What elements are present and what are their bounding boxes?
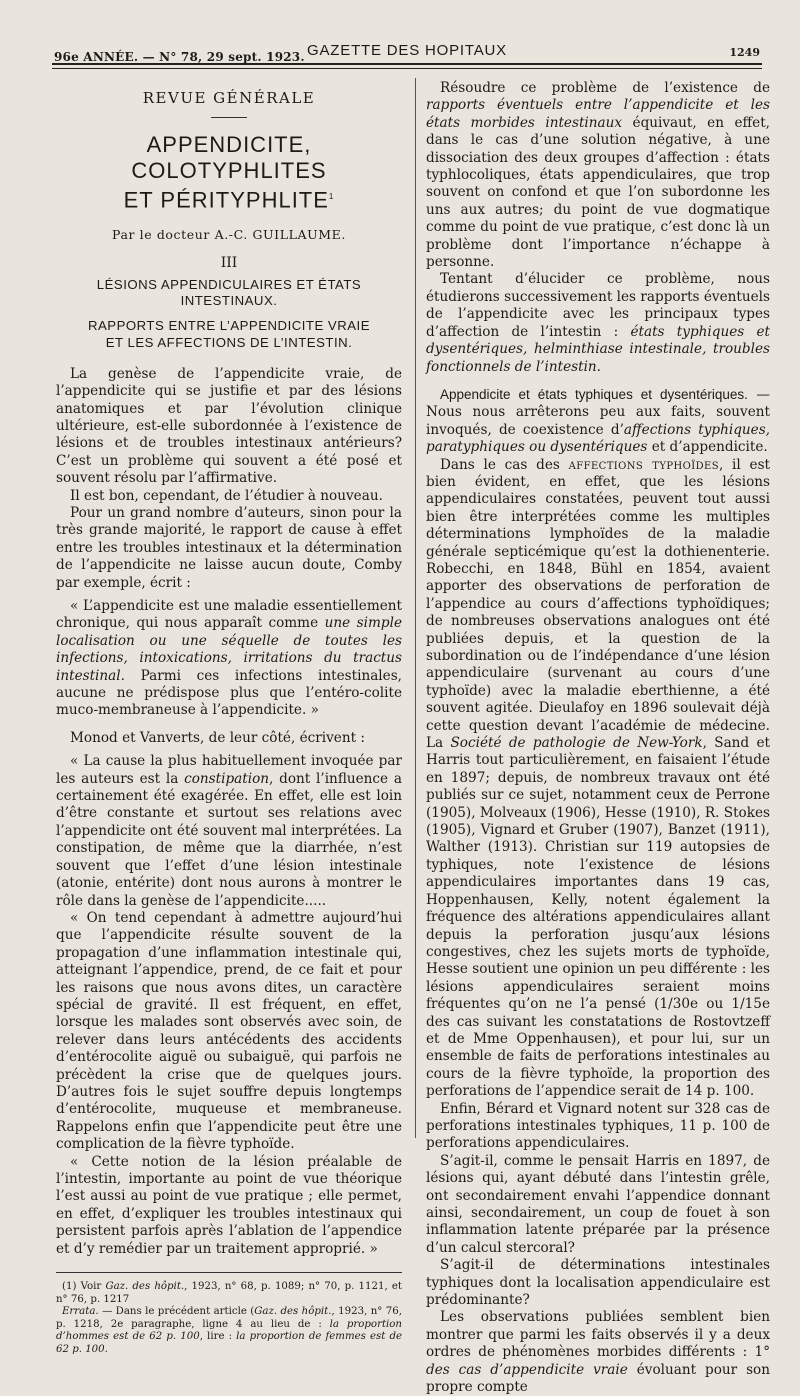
part-number: III	[220, 255, 238, 272]
subtitle-1-line2: INTESTINAUX.	[180, 293, 278, 309]
section-heading: REVUE GÉNÉRALE	[142, 89, 316, 107]
quotation: « Cette notion de la lésion préalable de l’intestin, importante au point de vue théorique l’est aussi au point de vue pratique ; elle permet, en effet, d’expliquer les troubles intestinaux qui persistent parfois après l’ablation de l’appendice et d’y remédier par un traitement approprié. »	[56, 1153, 402, 1257]
column-divider	[415, 78, 416, 1138]
subtitle-2	[56, 318, 402, 352]
emphasis: des cas d’appendicite vraie	[426, 1361, 628, 1378]
paragraph: Résoudre ce problème de l’existence de rapports éventuels entre l’appendicite et les états morbides intestinaux équivaut, en effet, dans le cas d’une solution négative, à une dissociation des deux groupes d’affection : états typhlocoliques, états appendiculaires, que trop souvent on confond et que l’on subordonne les uns aux autres; du point de vue dogmatique comme du point de vue pratique, c’est donc là un problème dont l’importance n’échappe à personne.	[426, 80, 771, 271]
subtitle-2-line1: RAPPORTS ENTRE L’APPENDICITE VRAIE	[87, 318, 371, 334]
paragraph: S’agit-il, comme le pensait Harris en 1897, de lésions qui, ayant débuté dans l’intestin grêle, ont secondairement envahi l’appendice donnant ainsi, secondairement, un coup de fouet à son inflammation latente préparée par la présence d’un calcul stercoral?	[426, 1152, 770, 1256]
quotation: « L’appendicite est une maladie essentiellement chronique, qui nous apparaît comme une simple localisation ou une séquelle de toutes les infections, intoxications, irritations du tractus intestinal. Parmi ces infections intestinales, aucune ne prédispose plus que l’entéro-colite muco-membraneuse à l’appendicite. »	[56, 598, 402, 719]
page-number: 1249	[729, 46, 760, 59]
header-rule	[52, 63, 762, 69]
subtitle-1	[56, 277, 402, 311]
footnote: (1) Voir Gaz. des hôpit., 1923, n° 68, p. 1089; n° 70, p. 1121, et n° 76, p. 1217	[56, 1281, 402, 1305]
section-rule	[211, 117, 247, 118]
footnote-rule	[56, 1272, 402, 1273]
quotation: « La cause la plus habituellement invoquée par les auteurs est la constipation, dont l’influence a certainement été exagérée. En effet, elle est loin d’être constante et surtout ses relations avec l’appendicite ont été souvent mal interprétées. La constipation, de même que la diarrhée, n’est souvent que l’effet d’une lésion intestinale (atonie, entérite) dont nous aurons à montrer le rôle dans la genèse de l’appendicite.....	[56, 753, 402, 909]
errata-note: Errata. — Dans le précédent article (Gaz. des hôpit., 1923, n° 76, p. 1218, 2e paragraphe, ligne 4 au lieu de : la proportion d’hommes est de 62 p. 100, lire : la proportion de femmes est de 62 p. 100.	[56, 1306, 403, 1356]
emphasis: affections typhiques, paratyphiques ou dysentériques	[426, 421, 770, 456]
article-title-line1: APPENDICITE, COLOTYPHLITES	[131, 132, 327, 184]
emphasis: Société de pathologie de New-York	[450, 735, 703, 752]
article-title-text: ET PÉRITYPHLITE	[123, 187, 329, 213]
paragraph: Enfin, Bérard et Vignard notent sur 328 cas de perforations intestinales typhiques, 11 p. 100 de perforations appendiculaires.	[426, 1100, 770, 1152]
subtitle-2-line2: ET LES AFFECTIONS DE L’INTESTIN.	[105, 334, 353, 350]
emphasis: constipation	[184, 770, 270, 787]
small-caps-term: affections typhoïdes	[568, 456, 719, 473]
left-column	[56, 80, 402, 1357]
paragraph: Les observations publiées semblent bien montrer que parmi les faits observés il y a deux ordres de phénomènes morbides différents : 1° des cas d’appendicite vraie évoluant pour son propre compte	[426, 1309, 770, 1396]
title-footnote-mark: 1	[328, 192, 335, 202]
emphasis: une simple localisation ou une séquelle de toutes les infections, intoxications, irritations du tractus intestinal.	[56, 615, 402, 684]
emphasis: états typhiques et dysentériques, helminthiase intestinale, troubles fonctionnels de l’intestin.	[426, 323, 771, 375]
paragraph: Il est bon, cependant, de l’étudier à nouveau.	[70, 487, 383, 504]
paragraph: Dans le cas des affections typhoïdes, il est bien évident, en effet, que les lésions appendiculaires constatées, peuvent tout aussi bien être interprétées comme les multiples déterminations lymphoïdes de la maladie générale septicémique qu’est la dothienenterie. Robecchi, en 1848, Bühl en 1854, avaient apporter des observations de perforation de l’appendice au cours d’affections typhoïdiques; de nombreuses observations analogues ont été publiées depuis, et la question de la subordination ou de l’indépendance d’une lésion appendiculaire (survenant au cours d’une typhoïde) avec la maladie eberthienne, a été souvent agitée. Dieulafoy en 1896 soulevait déjà cette question devant l’académie de médecine. La Société de pathologie de New-York, Sand et Harris tout particulièrement, en faisaient l’étude en 1897; depuis, de nombreux travaux ont été publiés sur ce sujet, notamment ceux de Perrone (1905), Molveaux (1906), Hesse (1910), R. Stokes (1905), Vignard et Gruber (1907), Banzet (1911), Walther (1913). Christian sur 119 autopsies de typhiques, note l’existence de lésions appendiculaires importantes dans 19 cas, Hoppenhausen, Kelly, notent également la fréquence des altérations appendiculaires allant depuis la perforation jusqu’aux lésions congestives, chez les sujets morts de typhoïde, Hesse soutient une opinion un peu différente : les lésions appendiculaires seraient moins fréquentes qu’on ne l’a pensé (1/30e ou 1/15e des cas suivant les constatations de Rostovtzeff et de Mme Oppenhausen), et pour lui, sur un ensemble de faits de perforations intestinales au cours de la fièvre typhoïde, la proportion des perforations de l’appendice serait de 14 p. 100.	[426, 456, 771, 1100]
subsection-heading: Appendicite et états typhiques et dysentériques.	[440, 386, 748, 402]
paragraph: Monod et Vanverts, de leur côté, écrivent :	[70, 729, 365, 746]
paragraph: Tentant d’élucider ce problème, nous étudierons successivement les rapports éventuels de l’appendicite avec les principaux types d’affection de l’intestin : états typhiques et dysentériques, helminthiase intestinale, troubles fonctionnels de l’intestin.	[426, 271, 771, 375]
issue-info: 96e ANNÉE. — N° 78, 29 sept. 1923.	[54, 50, 305, 64]
right-column	[426, 80, 770, 1396]
emphasis: rapports éventuels entre l’appendicite et les états morbides intestinaux	[426, 97, 770, 131]
page-header	[52, 30, 762, 64]
paragraph: Pour un grand nombre d’auteurs, sinon pour la très grande majorité, le rapport de cause à effet entre les troubles intestinaux et la détermination de l’appendicite ne laisse aucun doute, Comby par exemple, écrit :	[56, 504, 402, 591]
journal-title: GAZETTE DES HOPITAUX	[307, 42, 507, 59]
paragraph: La genèse de l’appendicite vraie, de l’appendicite qui se justifie et par des lésions anatomiques et par l’évolution clinique ultérieure, est-elle subordonnée à l’existence de lésions et de troubles intestinaux antérieurs? C’est un problème qui souvent a été posé et souvent résolu par l’affirmative.	[56, 365, 402, 487]
quotation: « On tend cependant à admettre aujourd’hui que l’appendicite résulte souvent de la propagation d’une inflammation intestinale qui, atteignant l’appendice, prend, de ce fait et pour les raisons que nous avons dites, un caractère spécial de gravité. Il est fréquent, en effet, lorsque les malades sont observés avec soin, de relever dans leurs antécédents des accidents d’entérocolite aiguë ou subaiguë, qui parfois ne précèdent la crise que de quelques jours. D’autres fois le sujet souffre depuis longtemps d’entérocolite, muqueuse et membraneuse. Rappelons enfin que l’appendicite peut être une complication de la fièvre typhoïde.	[56, 909, 402, 1153]
article-title-line2	[56, 184, 402, 213]
author-line: Par le docteur A.-C. GUILLAUME.	[112, 226, 346, 242]
subtitle-1-line1: LÉSIONS APPENDICULAIRES ET ÉTATS	[96, 276, 362, 292]
paragraph: S’agit-il de déterminations intestinales typhiques dont la localisation appendiculaire est prédominante?	[426, 1257, 770, 1309]
paragraph: Appendicite et états typhiques et dysentériques. — Nous nous arrêterons peu aux faits, souvent invoqués, de coexistence d’affections typhiques, paratyphiques ou dysentériques et d’appendicite.	[426, 386, 770, 456]
